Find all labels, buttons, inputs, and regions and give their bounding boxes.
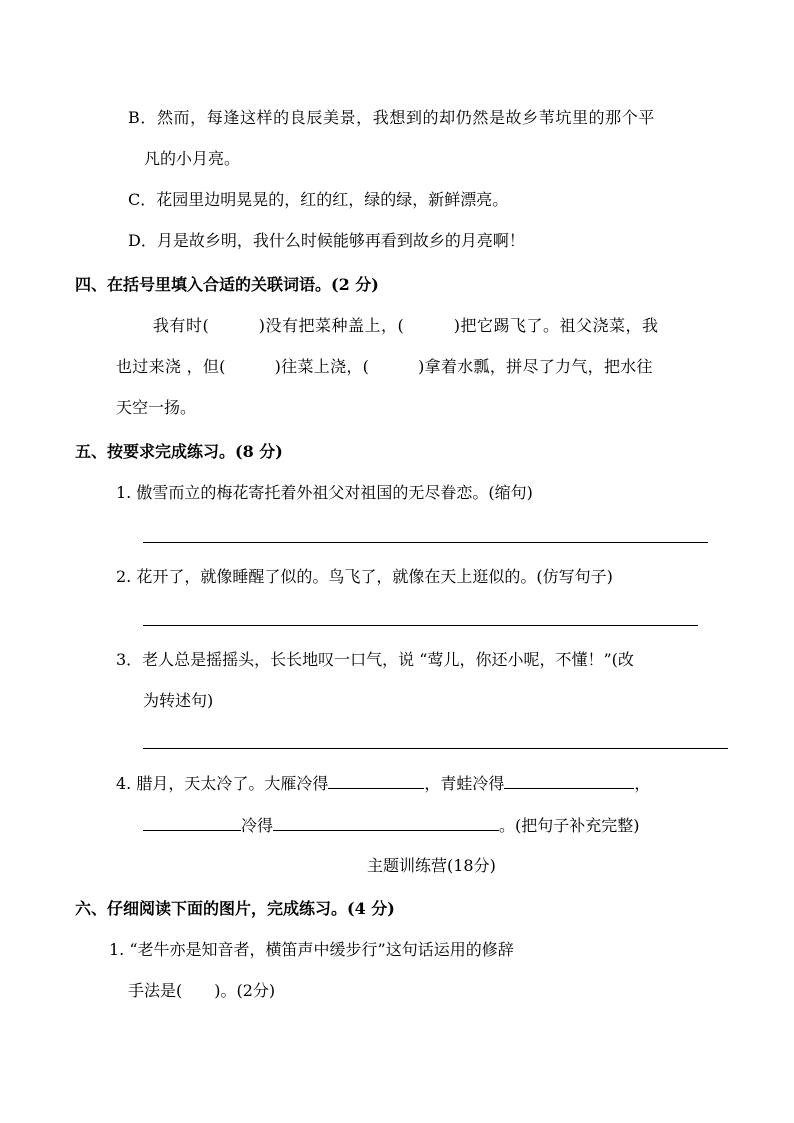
section4-heading: 四、在括号里填入合适的关联词语。(2 分) <box>75 275 379 294</box>
section5-q4-line1 <box>116 774 650 794</box>
section6-q1-line2: 手法是( )。(2分) <box>128 981 276 1000</box>
section5-q4-line2 <box>143 816 640 836</box>
option-c: C．花园里边明晃晃的，红的红，绿的绿，新鲜漂亮。 <box>128 190 509 209</box>
section4-line1: 我有时( )没有把菜种盖上，( )把它踢飞了。祖父浇菜，我 <box>153 316 659 335</box>
section4-line2: 也过来浇 ，但( )往菜上浇，( )拿着水瓢，拼尽了力气，把水往 <box>116 357 653 376</box>
q4-blank-2[interactable] <box>504 774 634 789</box>
answer-line-q2[interactable] <box>143 625 698 626</box>
q4-text-part5: 。(把句子补充完整) <box>499 816 640 835</box>
section5-q1: 1. 傲雪而立的梅花寄托着外祖父对祖国的无尽眷恋。(缩句) <box>116 483 533 502</box>
option-b-line1: B．然而，每逢这样的良辰美景，我想到的却仍然是故乡苇坑里的那个平 <box>128 108 655 127</box>
option-d: D．月是故乡明，我什么时候能够再看到故乡的月亮啊！ <box>128 231 525 250</box>
section6-q1-line1: 1. “老牛亦是知音者，横笛声中缓步行”这句话运用的修辞 <box>109 940 514 959</box>
section5-heading: 五、按要求完成练习。(8 分) <box>75 442 283 461</box>
section5-q3-line2: 为转述句) <box>143 691 214 710</box>
option-b-line2: 凡的小月亮。 <box>144 149 241 168</box>
q4-text-part4: 冷得 <box>241 816 274 835</box>
section4-line3: 天空一扬。 <box>116 398 197 417</box>
answer-line-q3[interactable] <box>143 748 728 749</box>
q4-text-part3: ， <box>634 774 651 793</box>
q4-blank-1[interactable] <box>328 774 424 789</box>
theme-heading: 主题训练营(18分) <box>367 856 496 875</box>
section5-q2: 2. 花开了，就像睡醒了似的。鸟飞了，就像在天上逛似的。(仿写句子) <box>116 567 613 586</box>
section6-heading: 六、仔细阅读下面的图片，完成练习。(4 分) <box>75 899 395 918</box>
q4-blank-4[interactable] <box>273 816 499 831</box>
answer-line-q1[interactable] <box>143 542 708 543</box>
q4-text-part2: ，青蛙冷得 <box>424 774 505 793</box>
q4-text-part1: 4. 腊月，天太冷了。大雁冷得 <box>116 774 329 793</box>
q4-blank-3[interactable] <box>143 816 241 831</box>
section5-q3-line1: 3．老人总是摇摇头，长长地叹一口气，说 “莺儿，你还小呢，不懂！”(改 <box>116 650 634 669</box>
